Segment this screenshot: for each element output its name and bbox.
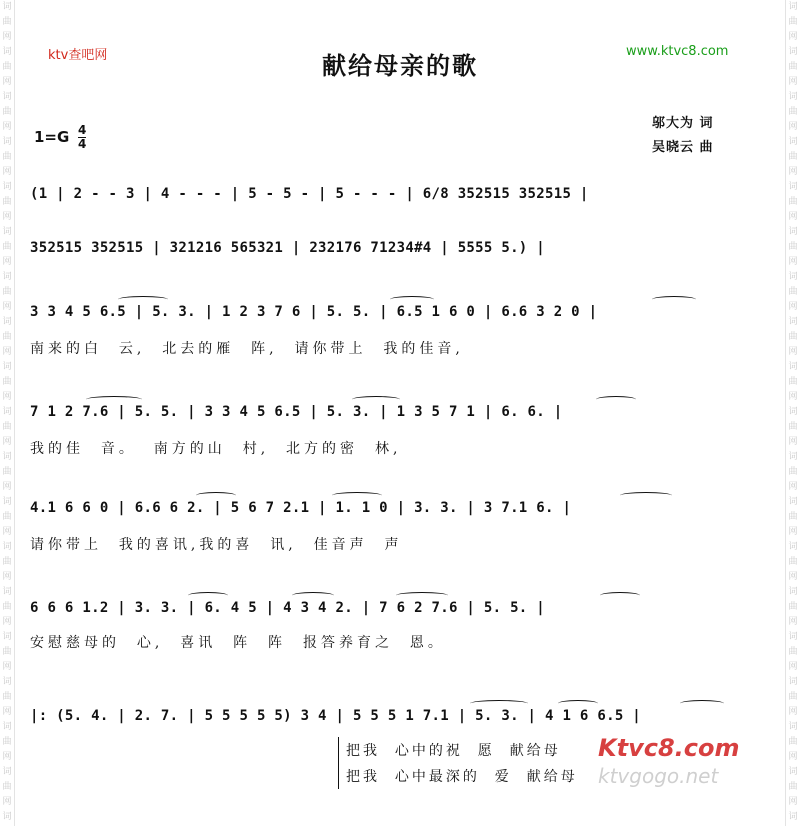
side-watermark-char: 曲 <box>788 197 798 207</box>
side-watermark-char: 曲 <box>788 377 798 387</box>
side-watermark-char: 网 <box>2 572 12 582</box>
side-watermark-char: 网 <box>788 167 798 177</box>
slur <box>596 396 636 403</box>
slur <box>600 592 640 599</box>
time-bottom: 4 <box>78 137 87 151</box>
side-watermark-char: 词 <box>2 227 12 237</box>
side-watermark-char: 曲 <box>788 602 798 612</box>
side-watermark-char: 曲 <box>2 557 12 567</box>
score-line-4: 7 1 2 7.6 | 5. 5. | 3 3 4 5 6.5 | 5. 3. | 1 3 5 7 1 | 6. 6. | <box>30 404 563 420</box>
side-watermark-char: 曲 <box>2 152 12 162</box>
side-watermark-char: 词 <box>2 812 12 822</box>
lyric-line-3: 请你带上 我的喜讯,我的喜 讯, 佳音声 声 <box>30 537 403 553</box>
side-watermark-char: 曲 <box>788 512 798 522</box>
side-watermark-char: 词 <box>2 47 12 57</box>
side-watermark-char: 网 <box>788 347 798 357</box>
side-watermark-char: 曲 <box>788 647 798 657</box>
side-watermark-char: 词 <box>788 2 798 12</box>
side-watermark-char: 网 <box>2 662 12 672</box>
side-watermark-char: 网 <box>2 437 12 447</box>
side-watermark-char: 曲 <box>2 692 12 702</box>
lyric-line-5: 把我 心中的祝 愿 献给母 <box>346 743 561 759</box>
side-watermark-char: 词 <box>2 137 12 147</box>
side-watermark-char: 网 <box>788 662 798 672</box>
side-watermark-char: 曲 <box>2 782 12 792</box>
side-watermark-char: 曲 <box>788 557 798 567</box>
side-watermark-char: 网 <box>2 167 12 177</box>
side-watermark-char: 曲 <box>2 332 12 342</box>
side-watermark-char: 词 <box>2 632 12 642</box>
side-watermark-char: 曲 <box>2 62 12 72</box>
side-watermark-char: 曲 <box>788 422 798 432</box>
side-watermark-char: 网 <box>788 482 798 492</box>
score-line-5: 4.1 6 6 0 | 6.6 6 2. | 5 6 7 2.1 | 1. 1 0 | 3. 3. | 3 7.1 6. | <box>30 500 572 516</box>
side-watermark-char: 网 <box>2 32 12 42</box>
side-watermark-char: 网 <box>2 347 12 357</box>
side-watermark-char: 曲 <box>788 467 798 477</box>
side-watermark-char: 曲 <box>2 107 12 117</box>
side-watermark-char: 曲 <box>2 197 12 207</box>
slur <box>118 296 168 303</box>
slur <box>352 396 400 403</box>
side-watermark-char: 网 <box>2 797 12 807</box>
slur <box>196 492 236 499</box>
side-watermark-char: 词 <box>2 542 12 552</box>
side-watermark-char: 曲 <box>788 782 798 792</box>
lyric-line-4: 安慰慈母的 心, 喜讯 阵 阵 报答养育之 恩。 <box>30 635 446 651</box>
side-watermark-char: 网 <box>788 257 798 267</box>
side-watermark-char: 曲 <box>788 692 798 702</box>
side-watermark-char: 词 <box>2 677 12 687</box>
side-watermark-char: 曲 <box>2 17 12 27</box>
side-watermark-char: 曲 <box>788 152 798 162</box>
site-watermark-right: www.ktvc8.com <box>626 44 729 59</box>
side-watermark-char: 词 <box>788 542 798 552</box>
side-watermark-char: 网 <box>2 617 12 627</box>
side-watermark-char: 网 <box>788 707 798 717</box>
side-watermark-char: 曲 <box>2 647 12 657</box>
side-watermark-char: 网 <box>788 212 798 222</box>
side-watermark-char: 网 <box>788 302 798 312</box>
side-watermark-char: 网 <box>788 797 798 807</box>
slur <box>470 700 528 707</box>
side-watermark-char: 词 <box>2 362 12 372</box>
side-watermark-char: 词 <box>788 137 798 147</box>
side-watermark-char: 词 <box>788 452 798 462</box>
side-watermark-char: 曲 <box>788 242 798 252</box>
side-watermark-char: 词 <box>788 632 798 642</box>
side-watermark-char: 曲 <box>2 377 12 387</box>
key-signature: 1=G <box>34 128 70 146</box>
side-watermark-char: 曲 <box>788 737 798 747</box>
side-watermark-char: 网 <box>2 482 12 492</box>
ktv-logo-watermark-sub: ktvgogo.net <box>598 764 719 788</box>
side-watermark-char: 词 <box>788 227 798 237</box>
side-watermark-char: 网 <box>2 77 12 87</box>
lyric-line-1: 南来的白 云, 北去的雁 阵, 请你带上 我的佳音, <box>30 341 464 357</box>
lyric-line-2: 我的佳 音。 南方的山 村, 北方的密 林, <box>30 441 402 457</box>
side-watermark-char: 词 <box>788 317 798 327</box>
side-watermark-char: 词 <box>788 497 798 507</box>
side-watermark-char: 词 <box>788 362 798 372</box>
lyric-line-6: 把我 心中最深的 爱 献给母 <box>346 769 578 785</box>
slur <box>332 492 382 499</box>
site-watermark-left: ktv查吧网 <box>48 48 108 63</box>
side-watermark-char: 网 <box>788 437 798 447</box>
composer-credit: 吴晓云 曲 <box>652 140 714 155</box>
side-watermark-left <box>0 0 15 826</box>
side-watermark-char: 曲 <box>2 512 12 522</box>
verse-bracket <box>338 737 339 789</box>
slur <box>396 592 448 599</box>
side-watermark-char: 词 <box>2 317 12 327</box>
slur <box>652 296 696 303</box>
side-watermark-char: 网 <box>788 572 798 582</box>
score-line-3: 3 3 4 5 6.5 | 5. 3. | 1 2 3 7 6 | 5. 5. | 6.5 1 6 0 | 6.6 3 2 0 | <box>30 304 598 320</box>
side-watermark-char: 网 <box>2 212 12 222</box>
side-watermark-char: 网 <box>2 392 12 402</box>
side-watermark-char: 网 <box>788 122 798 132</box>
slur <box>390 296 434 303</box>
side-watermark-char: 词 <box>788 182 798 192</box>
side-watermark-char: 词 <box>2 182 12 192</box>
side-watermark-char: 曲 <box>2 422 12 432</box>
side-watermark-char: 曲 <box>788 107 798 117</box>
song-title: 献给母亲的歌 <box>322 51 478 80</box>
slur <box>558 700 598 707</box>
side-watermark-char: 词 <box>788 722 798 732</box>
side-watermark-char: 词 <box>788 92 798 102</box>
slur <box>292 592 334 599</box>
side-watermark-char: 词 <box>788 587 798 597</box>
slur <box>188 592 228 599</box>
side-watermark-char: 曲 <box>788 332 798 342</box>
ktv-logo-watermark: Ktvc8.com <box>598 734 740 762</box>
side-watermark-char: 词 <box>788 812 798 822</box>
side-watermark-char: 词 <box>2 272 12 282</box>
side-watermark-char: 词 <box>2 407 12 417</box>
side-watermark-char: 网 <box>788 527 798 537</box>
side-watermark-char: 词 <box>2 497 12 507</box>
side-watermark-char: 词 <box>2 767 12 777</box>
side-watermark-char: 曲 <box>2 287 12 297</box>
side-watermark-char: 曲 <box>788 17 798 27</box>
side-watermark-char: 曲 <box>788 287 798 297</box>
side-watermark-char: 曲 <box>2 737 12 747</box>
side-watermark-char: 词 <box>2 587 12 597</box>
side-watermark-char: 词 <box>2 92 12 102</box>
side-watermark-char: 网 <box>788 77 798 87</box>
side-watermark-char: 网 <box>788 392 798 402</box>
slur <box>620 492 672 499</box>
score-line-7: |: (5. 4. | 2. 7. | 5 5 5 5 5) 3 4 | 5 5 5 1 7.1 | 5. 3. | 4 1 6 6.5 | <box>30 708 642 724</box>
side-watermark-char: 词 <box>788 767 798 777</box>
score-line-1: (1 | 2 - - 3 | 4 - - - | 5 - 5 - | 5 - - - | 6/8 352515 352515 | <box>30 186 589 202</box>
side-watermark-char: 网 <box>2 752 12 762</box>
side-watermark-right <box>785 0 800 826</box>
score-line-6: 6 6 6 1.2 | 3. 3. | 6. 4 5 | 4 3 4 2. | 7 6 2 7.6 | 5. 5. | <box>30 600 545 616</box>
side-watermark-char: 词 <box>2 722 12 732</box>
side-watermark-char: 曲 <box>788 62 798 72</box>
time-top: 4 <box>78 123 87 137</box>
time-signature <box>78 124 86 151</box>
side-watermark-char: 词 <box>2 452 12 462</box>
side-watermark-char: 网 <box>2 707 12 717</box>
side-watermark-char: 网 <box>2 257 12 267</box>
side-watermark-char: 词 <box>2 2 12 12</box>
side-watermark-char: 词 <box>788 272 798 282</box>
side-watermark-char: 网 <box>788 617 798 627</box>
side-watermark-char: 词 <box>788 407 798 417</box>
side-watermark-char: 词 <box>788 677 798 687</box>
side-watermark-char: 网 <box>2 122 12 132</box>
lyricist-credit: 邬大为 词 <box>652 116 714 131</box>
slur <box>86 396 142 403</box>
slur <box>680 700 724 707</box>
side-watermark-char: 网 <box>788 32 798 42</box>
side-watermark-char: 网 <box>2 302 12 312</box>
side-watermark-char: 网 <box>2 527 12 537</box>
side-watermark-char: 词 <box>788 47 798 57</box>
side-watermark-char: 网 <box>788 752 798 762</box>
side-watermark-char: 曲 <box>2 242 12 252</box>
score-line-2: 352515 352515 | 321216 565321 | 232176 71234#4 | 5555 5.) | <box>30 240 545 256</box>
side-watermark-char: 曲 <box>2 602 12 612</box>
side-watermark-char: 曲 <box>2 467 12 477</box>
